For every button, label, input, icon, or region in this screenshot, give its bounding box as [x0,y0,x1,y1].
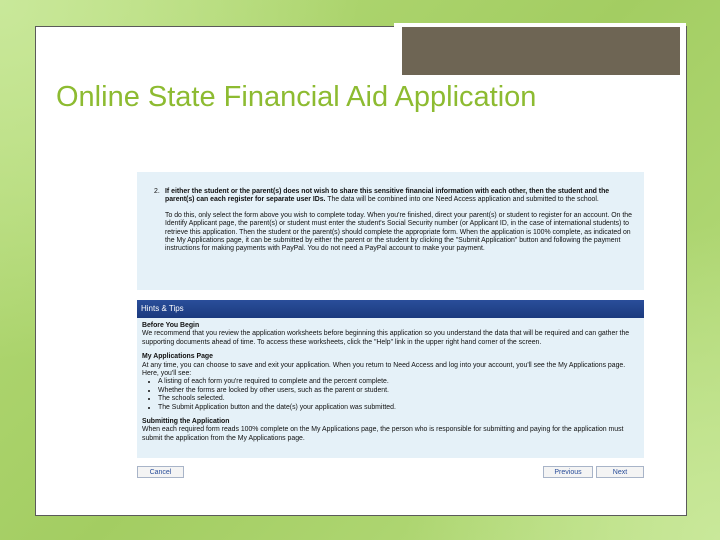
step-rest-text: The data will be combined into one Need Access application and submitted to the school. [325,196,599,204]
header-accent-fill [402,27,680,75]
hints-header: Hints & Tips [137,300,644,318]
before-you-begin-text: We recommend that you review the application worksheets before beginning this application so you understand the data that will be required and can gather the supporting documents ahead of time. To access these worksheets, click the "Help" link in the upper right hand corner of the screen. [142,330,630,346]
step-panel [137,172,644,290]
hints-body [137,318,644,458]
submitting-heading: Submitting the Application [142,418,230,426]
slide-title: Online State Financial Aid Application [56,81,537,113]
before-you-begin-heading: Before You Begin [142,322,200,329]
step-bold-text: If either the student or the parent(s) does not wish to share this sensitive financial information with each other, then the student and the parent(s) can each register for separate user IDs. [165,188,610,204]
step-number: 2. [154,188,160,195]
list-item: • The schools selected. [158,395,639,403]
step-paragraph-1 [165,188,633,205]
slide-frame [35,26,687,516]
application-screenshot [137,172,644,482]
previous-button[interactable]: Previous [543,466,593,478]
step-body [165,188,633,261]
step-paragraph-2: To do this, only select the form above you wish to complete today. When you're finished, direct your parent(s) or student to register for an account. On the Identify Applicant page, the parent(s) or student must enter the student's Social Security number (or Applicant ID, in the case of international students) to retrieve this application. Then the student or the parent(s) should complete the appropriate form. When the application is 100% complete, as indicated on the My Applications page, it can be submitted by either the parent or the student by clicking the "Submit Application" button and following the payment instructions for making payments with PayPal. You do not need a PayPal account to make your payment. [165,211,632,253]
my-applications-heading: My Applications Page [142,353,213,361]
my-applications-list [142,378,639,412]
my-applications-text: At any time, you can choose to save and exit your application. When you return to Need Access and log into your account, you'll see the My Applications page. Here, you'll see: [142,361,626,378]
list-item: • Whether the forms are locked by other users, such as the parent or student. [158,387,639,395]
submitting-text: When each required form reads 100% complete on the My Applications page, the person who is responsible for submitting and paying for the application must submit the application from the My Applications page. [142,426,624,442]
list-item: • The Submit Application button and the date(s) your application was submitted. [158,404,639,412]
cancel-button[interactable]: Cancel [137,466,184,478]
list-item: • A listing of each form you're required to complete and the percent complete. [158,378,639,386]
next-button[interactable]: Next [596,466,644,478]
